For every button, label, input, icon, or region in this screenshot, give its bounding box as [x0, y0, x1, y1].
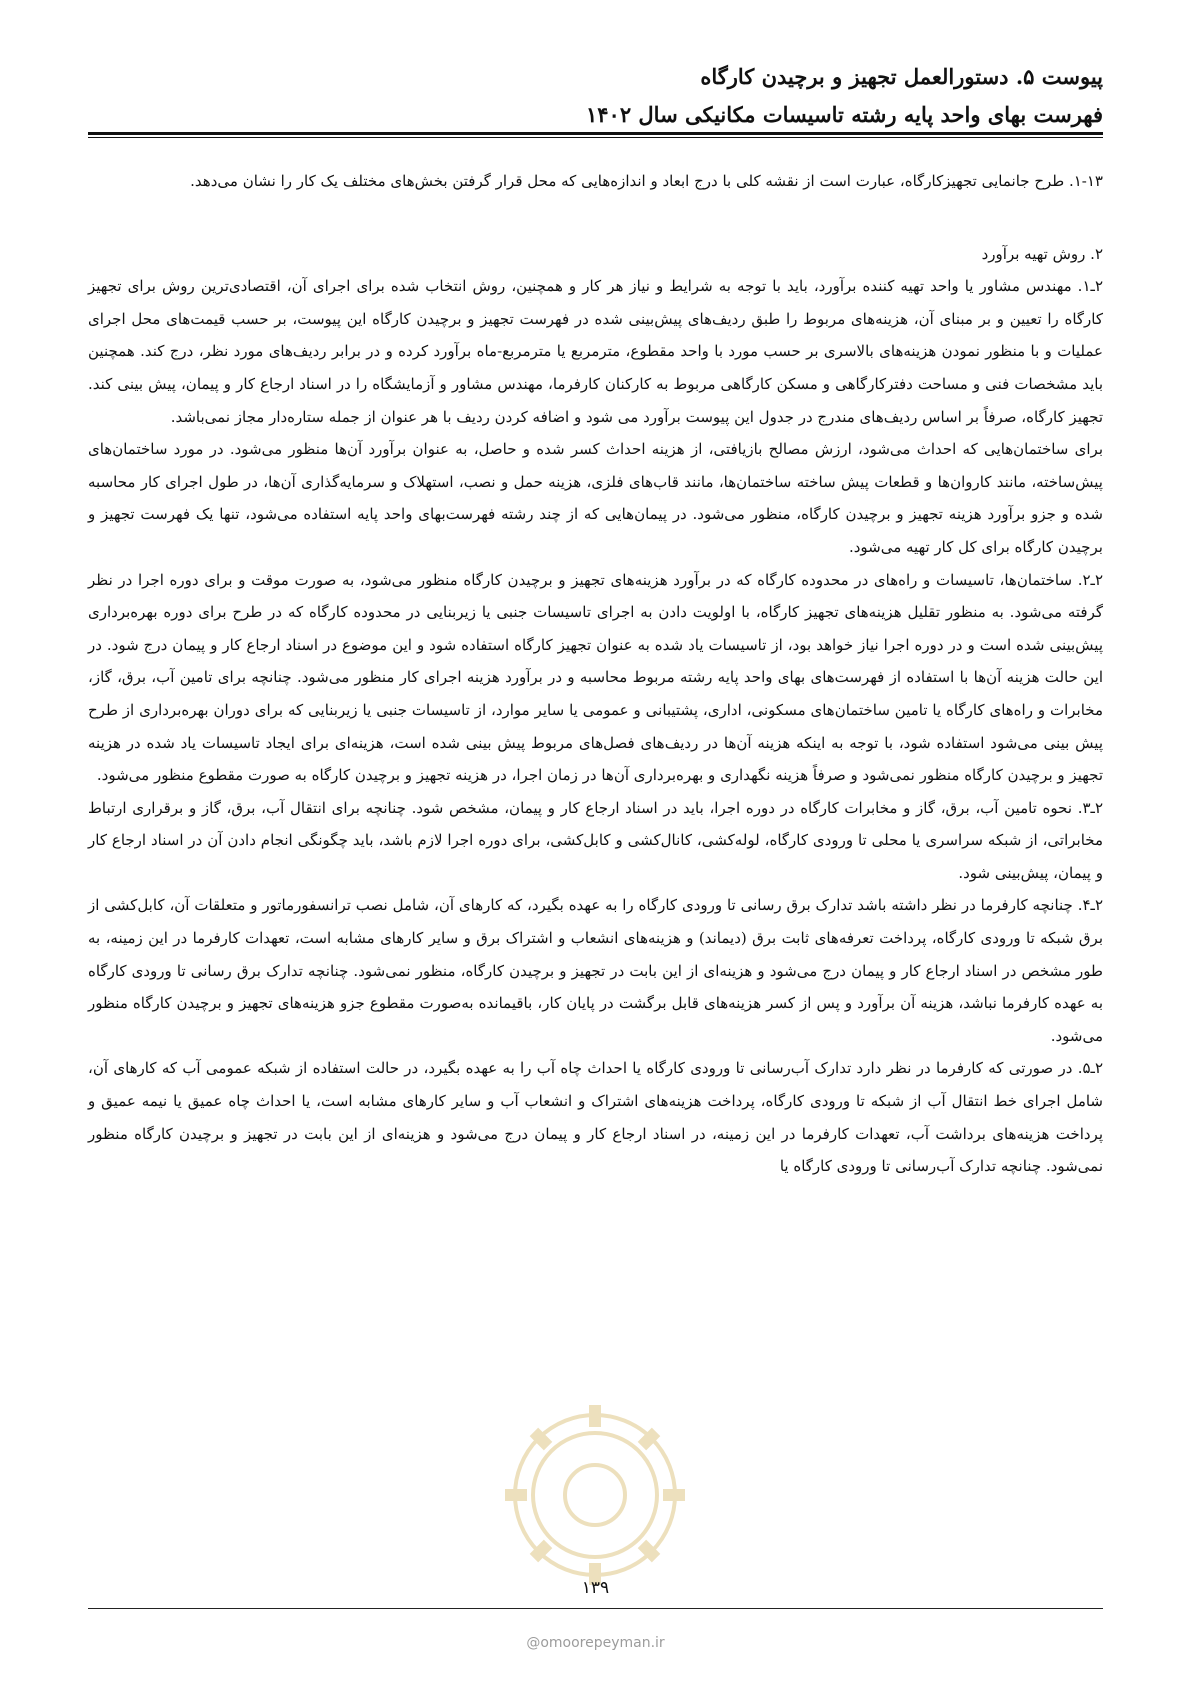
paragraph-2-3: ۲ـ۳. نحوه تامین آب، برق، گاز و مخابرات کارگاه در دوره اجرا، باید در اسناد ارجاع کار و پیمان، مشخص شود. چنانچه برای انتقال آب، برق، گاز و برقراری ارتباط مخابراتی، از شبکه سراسری یا محلی تا ورودی کارگاه، لوله‌کشی، کانال‌کشی و کابل‌کشی، برای دوره اجرا لازم باشد، باید چگونگی انجام دادن آن در اسناد ارجاع کار و پیمان، پیش‌بینی شود. [88, 798, 1103, 882]
document-body [88, 165, 1103, 1183]
paragraph-2-2: ۲ـ۲. ساختمان‌ها، تاسیسات و راه‌های در محدوده کارگاه که در برآورد هزینه‌های تجهیز و برچیدن کارگاه منظور می‌شود، به صورت موقت و برای دوره اجرا در نظر گرفته می‌شود. به منظور تقلیل هزینه‌های تجهیز کارگاه، با اولویت دادن به اجرای تاسیسات جنبی یا زیربنایی در محدوده کارگاه که در طرح برای دوره بهره‌برداری پیش‌بینی شده است و در دوره اجرا نیاز خواهد بود، از تاسیسات یاد شده به عنوان تجهیز کارگاه استفاده شود و این موضوع در اسناد ارجاع کار و پیمان درج شود. در این حالت هزینه آن‌ها با استفاده از فهرست‌های بهای واحد پایه رشته مربوط محاسبه و در برآورد هزینه اجرای کار منظور می‌شود. چنانچه برای تامین آب، برق، گاز، مخابرات و راه‌های کارگاه یا تامین ساختمان‌های مسکونی، اداری، پشتیبانی و عمومی یا سایر موارد، از تاسیسات جنبی یا زیربنایی که برای دوران بهره‌برداری از طرح پیش بینی می‌شود استفاده شود، با توجه به اینکه هزینه آن‌ها در ردیف‌های فصل‌های مربوط پیش بینی شده است، هزینه‌ای برای ایجاد تاسیسات یاد شده در هزینه تجهیز و برچیدن کارگاه منظور نمی‌شود و صرفاً هزینه نگهداری و بهره‌برداری آن‌ها در زمان اجرا، در هزینه تجهیز و برچیدن کارگاه به صورت مقطوع منظور می‌شود. [88, 570, 1103, 785]
page-number: ۱۳۹ [581, 1578, 610, 1598]
paragraph-1-13: ۱-۱۳. طرح جانمایی تجهیزکارگاه، عبارت است از نقشه کلی با درج ابعاد و اندازه‌هایی که محل قرار گرفتن بخش‌های مختلف یک کار را نشان می‌دهد. [190, 172, 1103, 190]
footer-divider [88, 1608, 1103, 1609]
paragraph-2-4: ۲ـ۴. چنانچه کارفرما در نظر داشته باشد تدارک برق رسانی تا ورودی کارگاه را به عهده بگیرد، که کارهای آن، شامل نصب ترانسفورماتور و متعلقات آن، کابل‌کشی از برق شبکه تا ورودی کارگاه، پرداخت تعرفه‌های ثابت برق (دیماند) و هزینه‌های انشعاب و اشتراک برق و سایر کارهای مشابه است، تعهدات کارفرما در این زمینه، به طور مشخص در اسناد ارجاع کار و پیمان درج می‌شود و هزینه‌ای از این بابت در تجهیز و برچیدن کارگاه، منظور نمی‌شود. چنانچه تدارک برق رسانی تا ورودی کارگاه به عهده کارفرما نباشد، هزینه آن برآورد و پس از کسر هزینه‌های قابل برگشت در پایان کار، باقیمانده به‌صورت مقطوع جزو هزینه‌های تجهیز و برچیدن کارگاه منظور می‌شود. [88, 896, 1103, 1045]
header-appendix-title: پیوست ۵. دستورالعمل تجهیز و برچیدن کارگاه [700, 64, 1103, 89]
paragraph-spacer [88, 198, 1103, 238]
header-divider-thin [88, 137, 1103, 138]
header-divider-thick [88, 132, 1103, 135]
section-heading-2: ۲. روش تهیه برآورد [981, 244, 1103, 263]
paragraph-2-1-continued: برای ساختمان‌هایی که احداث می‌شود، ارزش مصالح بازیافتی، از هزینه احداث کسر شده و حاصل، به عنوان برآورد آن‌ها منظور می‌شود. در مورد ساختمان‌های پیش‌ساخته، مانند کاروان‌ها و قطعات پیش ساخته ساختمان‌ها، مانند قاب‌های فلزی، هزینه حمل و نصب، استهلاک و سرمایه‌گذاری آن‌ها، در طول اجرای کار محاسبه شده و جزو برآورد هزینه تجهیز و برچیدن کارگاه، منظور می‌شود. در پیمان‌هایی که از چند رشته فهرست‌بهای واحد پایه استفاده می‌شود، تنها یک فهرست تجهیز و برچیدن کارگاه برای کل کار تهیه می‌شود. [88, 440, 1103, 556]
watermark-logo-icon [505, 1385, 685, 1605]
page-header [88, 58, 1103, 134]
header-price-list-title: فهرست بهای واحد پایه رشته تاسیسات مکانیکی سال ۱۴۰۲ [585, 102, 1103, 127]
paragraph-2-1: ۲ـ۱. مهندس مشاور یا واحد تهیه کننده برآورد، باید با توجه به شرایط و نیاز هر کار و همچنین، روش انتخاب شده برای اجرای آن، اقتصادی‌ترین روش برای تجهیز کارگاه را تعیین و بر مبنای آن، هزینه‌های مربوط را طبق ردیف‌های پیش‌بینی شده در فهرست تجهیز و برچیدن کارگاه این پیوست، بر حسب قیمت‌های محل اجرای عملیات و با منظور نمودن هزینه‌های بالاسری بر حسب مورد با واحد مقطوع، مترمربع یا مترمربع-ماه برآورد کرده و در برابر ردیف‌های مورد نظر، درج کند. همچنین باید مشخصات فنی و مساحت دفترکارگاهی و مسکن کارگاهی مربوط به کارکنان کارفرما، مهندس مشاور و آزمایشگاه را در اسناد ارجاع کار و پیمان، پیش بینی کند. تجهیز کارگاه، صرفاً بر اساس ردیف‌های مندرج در جدول این پیوست برآورد می شود و اضافه کردن ردیف با هر عنوان از جمله ستاره‌دار مجاز نمی‌باشد. [88, 277, 1103, 426]
paragraph-2-5: ۲ـ۵. در صورتی که کارفرما در نظر دارد تدارک آب‌رسانی تا ورودی کارگاه یا احداث چاه آب را به عهده بگیرد، در حالت استفاده از شبکه عمومی آب که کارهای آن، شامل اجرای خط انتقال آب از شبکه تا ورودی کارگاه، پرداخت هزینه‌های اشتراک و انشعاب آب و سایر کارهای مشابه است، یا احداث چاه عمیق یا نیمه عمیق و پرداخت هزینه‌های برداشت آب، تعهدات کارفرما در این زمینه، در اسناد ارجاع کار و پیمان درج می‌شود و هزینه‌ای از این بابت در تجهیز و برچیدن کارگاه منظور نمی‌شود. چنانچه تدارک آب‌رسانی تا ورودی کارگاه یا [88, 1059, 1103, 1176]
watermark-url: @omoorepeyman.ir [526, 1635, 665, 1651]
